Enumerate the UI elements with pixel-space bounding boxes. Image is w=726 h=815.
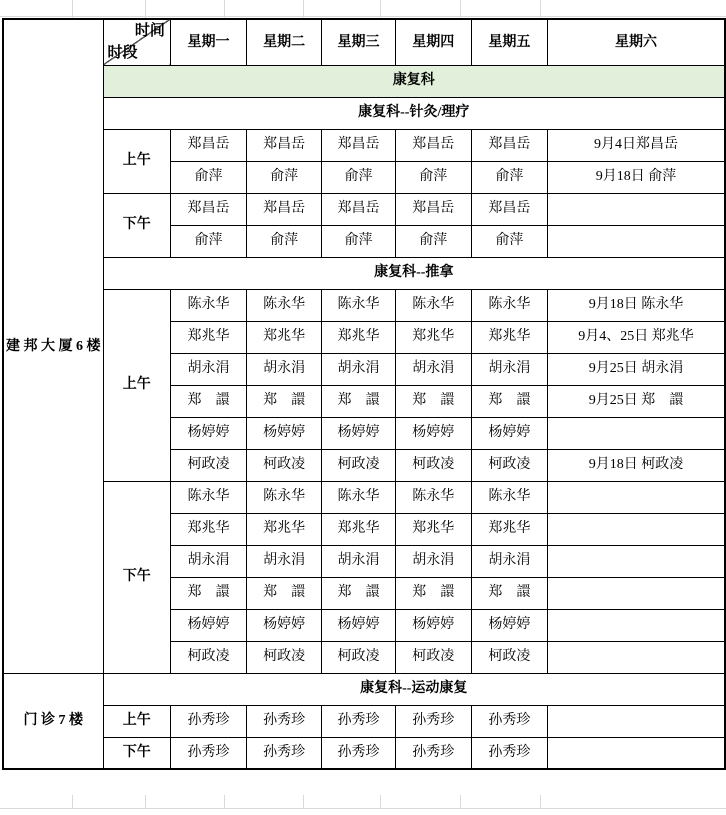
schedule-cell: 郑 譞 — [471, 577, 547, 609]
schedule-cell-saturday — [547, 609, 725, 641]
schedule-cell: 俞萍 — [247, 161, 322, 193]
schedule-cell: 孙秀珍 — [471, 705, 547, 737]
schedule-cell: 郑 譞 — [395, 577, 471, 609]
schedule-cell: 郑昌岳 — [395, 193, 471, 225]
corner-cell — [103, 19, 170, 65]
schedule-cell-saturday: 9月4日郑昌岳 — [547, 129, 725, 161]
schedule-cell: 陈永华 — [247, 481, 322, 513]
schedule-cell: 郑兆华 — [322, 321, 395, 353]
corner-label-time: 时间 — [134, 23, 165, 39]
slot-label-pm: 下午 — [103, 193, 170, 257]
location-building6: 建 邦 大 厦 6 楼 — [3, 19, 103, 673]
schedule-cell: 孙秀珍 — [322, 705, 395, 737]
day-header-mon: 星期一 — [170, 19, 246, 65]
schedule-cell-saturday — [547, 737, 725, 769]
schedule-cell: 俞萍 — [170, 161, 246, 193]
schedule-cell: 郑 譞 — [322, 577, 395, 609]
schedule-cell: 柯政凌 — [322, 449, 395, 481]
gridline-top-vertical — [145, 0, 146, 18]
schedule-cell: 俞萍 — [471, 161, 547, 193]
schedule-cell: 郑 譞 — [247, 577, 322, 609]
gridline-bottom-vertical — [72, 795, 73, 809]
schedule-cell: 柯政凌 — [170, 641, 246, 673]
gridline-bottom-vertical — [460, 795, 461, 809]
day-header-tue: 星期二 — [247, 19, 322, 65]
gridline-bottom-vertical — [303, 795, 304, 809]
table-row — [3, 673, 725, 705]
schedule-cell-saturday — [547, 705, 725, 737]
schedule-cell: 孙秀珍 — [322, 737, 395, 769]
gridline-top-vertical — [224, 0, 225, 18]
schedule-cell: 陈永华 — [322, 481, 395, 513]
schedule-cell: 杨婷婷 — [471, 609, 547, 641]
schedule-cell-saturday — [547, 417, 725, 449]
schedule-cell: 杨婷婷 — [170, 417, 246, 449]
slot-label-am: 上午 — [103, 289, 170, 481]
schedule-cell: 郑兆华 — [170, 513, 246, 545]
schedule-cell: 杨婷婷 — [247, 609, 322, 641]
schedule-cell: 郑昌岳 — [322, 193, 395, 225]
schedule-cell: 郑昌岳 — [170, 129, 246, 161]
gridline-top-horizontal — [0, 16, 726, 17]
table-row — [3, 289, 725, 321]
day-header-thu: 星期四 — [395, 19, 471, 65]
section-header-tuina: 康复科--推拿 — [103, 257, 725, 289]
schedule-cell-saturday — [547, 545, 725, 577]
schedule-cell: 郑兆华 — [247, 321, 322, 353]
schedule-cell: 郑昌岳 — [322, 129, 395, 161]
schedule-cell: 杨婷婷 — [322, 417, 395, 449]
schedule-cell: 郑兆华 — [471, 321, 547, 353]
schedule-cell: 陈永华 — [322, 289, 395, 321]
schedule-cell: 孙秀珍 — [170, 737, 246, 769]
schedule-cell: 胡永涓 — [322, 545, 395, 577]
schedule-cell: 杨婷婷 — [471, 417, 547, 449]
schedule-cell-saturday — [547, 481, 725, 513]
table-row — [3, 481, 725, 513]
schedule-cell-saturday: 9月18日 柯政凌 — [547, 449, 725, 481]
gridline-top-vertical — [72, 0, 73, 18]
table-row — [3, 65, 725, 97]
schedule-cell-saturday: 9月25日 郑 譞 — [547, 385, 725, 417]
schedule-cell: 杨婷婷 — [322, 609, 395, 641]
table-row — [3, 257, 725, 289]
gridline-bottom-vertical — [224, 795, 225, 809]
schedule-table — [2, 18, 726, 770]
schedule-cell: 柯政凌 — [395, 449, 471, 481]
slot-label-pm: 下午 — [103, 481, 170, 673]
gridline-bottom-vertical — [540, 795, 541, 809]
schedule-cell: 郑昌岳 — [170, 193, 246, 225]
schedule-cell: 郑兆华 — [322, 513, 395, 545]
schedule-cell: 郑兆华 — [471, 513, 547, 545]
schedule-cell: 胡永涓 — [471, 353, 547, 385]
table-row — [3, 193, 725, 225]
gridline-top-vertical — [380, 0, 381, 18]
schedule-cell: 柯政凌 — [247, 641, 322, 673]
schedule-cell: 胡永涓 — [395, 545, 471, 577]
gridline-top-vertical — [460, 0, 461, 18]
schedule-cell-saturday — [547, 225, 725, 257]
table-row — [3, 705, 725, 737]
schedule-cell: 胡永涓 — [170, 545, 246, 577]
schedule-cell: 郑兆华 — [395, 513, 471, 545]
section-header-acupuncture: 康复科--针灸/理疗 — [103, 97, 725, 129]
schedule-cell-saturday: 9月4、25日 郑兆华 — [547, 321, 725, 353]
schedule-cell: 郑昌岳 — [395, 129, 471, 161]
schedule-cell: 陈永华 — [395, 481, 471, 513]
schedule-cell: 陈永华 — [170, 481, 246, 513]
table-row — [3, 129, 725, 161]
gridline-bottom-horizontal — [0, 808, 726, 809]
schedule-cell-saturday — [547, 193, 725, 225]
schedule-cell-saturday: 9月18日 陈永华 — [547, 289, 725, 321]
schedule-cell: 郑兆华 — [395, 321, 471, 353]
schedule-cell: 柯政凌 — [471, 449, 547, 481]
gridline-bottom-vertical — [380, 795, 381, 809]
schedule-cell: 俞萍 — [395, 225, 471, 257]
schedule-cell: 胡永涓 — [471, 545, 547, 577]
schedule-cell: 孙秀珍 — [247, 737, 322, 769]
schedule-cell: 俞萍 — [471, 225, 547, 257]
schedule-cell: 孙秀珍 — [395, 705, 471, 737]
corner-label-slot: 时段 — [107, 45, 138, 61]
schedule-cell: 俞萍 — [395, 161, 471, 193]
location-clinic7: 门 诊 7 楼 — [3, 673, 103, 769]
schedule-cell: 孙秀珍 — [471, 737, 547, 769]
gridline-top-vertical — [540, 0, 541, 18]
schedule-cell: 郑兆华 — [247, 513, 322, 545]
schedule-cell: 陈永华 — [395, 289, 471, 321]
schedule-cell: 杨婷婷 — [247, 417, 322, 449]
schedule-cell: 胡永涓 — [247, 545, 322, 577]
schedule-cell: 郑 譞 — [395, 385, 471, 417]
schedule-cell: 俞萍 — [247, 225, 322, 257]
schedule-cell: 柯政凌 — [170, 449, 246, 481]
schedule-cell: 郑昌岳 — [247, 129, 322, 161]
slot-label-am: 上午 — [103, 705, 170, 737]
schedule-cell-saturday — [547, 641, 725, 673]
schedule-cell: 俞萍 — [322, 225, 395, 257]
schedule-cell: 郑 譞 — [247, 385, 322, 417]
gridline-bottom-vertical — [145, 795, 146, 809]
schedule-cell: 胡永涓 — [395, 353, 471, 385]
schedule-cell: 孙秀珍 — [395, 737, 471, 769]
schedule-cell: 孙秀珍 — [170, 705, 246, 737]
slot-label-pm: 下午 — [103, 737, 170, 769]
schedule-cell: 郑 譞 — [170, 385, 246, 417]
schedule-cell: 郑昌岳 — [471, 193, 547, 225]
schedule-cell: 郑昌岳 — [247, 193, 322, 225]
day-header-fri: 星期五 — [471, 19, 547, 65]
schedule-cell: 柯政凌 — [471, 641, 547, 673]
schedule-cell: 陈永华 — [471, 481, 547, 513]
schedule-cell: 杨婷婷 — [395, 417, 471, 449]
section-header-sports: 康复科--运动康复 — [103, 673, 725, 705]
schedule-cell: 胡永涓 — [170, 353, 246, 385]
schedule-cell: 俞萍 — [170, 225, 246, 257]
schedule-cell: 陈永华 — [247, 289, 322, 321]
schedule-cell: 俞萍 — [322, 161, 395, 193]
schedule-cell: 郑 譞 — [170, 577, 246, 609]
day-header-wed: 星期三 — [322, 19, 395, 65]
schedule-cell: 杨婷婷 — [170, 609, 246, 641]
table-row — [3, 737, 725, 769]
slot-label-am: 上午 — [103, 129, 170, 193]
schedule-cell: 杨婷婷 — [395, 609, 471, 641]
schedule-cell: 郑昌岳 — [471, 129, 547, 161]
schedule-cell-saturday — [547, 513, 725, 545]
schedule-cell: 柯政凌 — [247, 449, 322, 481]
schedule-cell-saturday — [547, 577, 725, 609]
schedule-cell: 郑兆华 — [170, 321, 246, 353]
day-header-sat: 星期六 — [547, 19, 725, 65]
schedule-cell: 柯政凌 — [395, 641, 471, 673]
schedule-cell-saturday: 9月25日 胡永涓 — [547, 353, 725, 385]
section-header-dept: 康复科 — [103, 65, 725, 97]
schedule-cell: 孙秀珍 — [247, 705, 322, 737]
table-row — [3, 19, 725, 65]
schedule-cell: 胡永涓 — [322, 353, 395, 385]
schedule-cell: 柯政凌 — [322, 641, 395, 673]
schedule-cell-saturday: 9月18日 俞萍 — [547, 161, 725, 193]
schedule-cell: 陈永华 — [471, 289, 547, 321]
gridline-top-vertical — [303, 0, 304, 18]
schedule-cell: 胡永涓 — [247, 353, 322, 385]
schedule-cell: 郑 譞 — [471, 385, 547, 417]
schedule-cell: 陈永华 — [170, 289, 246, 321]
table-row — [3, 97, 725, 129]
schedule-cell: 郑 譞 — [322, 385, 395, 417]
